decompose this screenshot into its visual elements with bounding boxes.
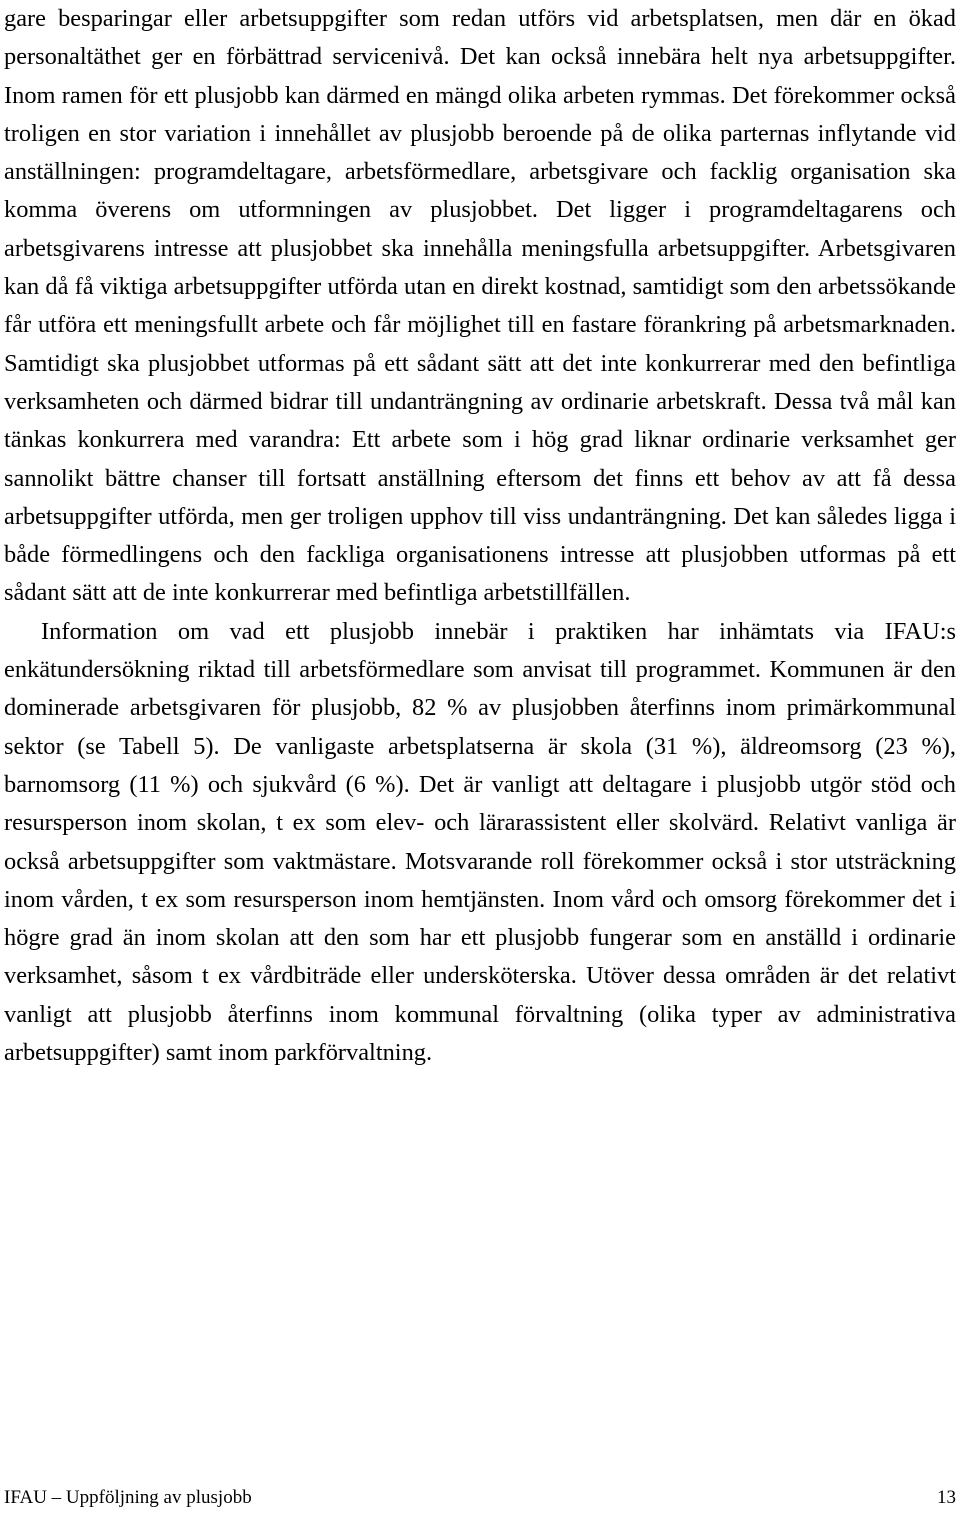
body-paragraph-1: gare besparingar eller arbetsuppgifter som redan utförs vid arbetsplatsen, men där en ökad personaltäthet ger en förbättrad servicenivå. Det kan också innebära helt nya arbetsuppgifter. Inom ramen för ett plusjobb kan därmed en mängd olika arbeten rymmas. Det förekommer också troligen en stor variation i innehållet av plusjobb beroende på de olika parternas inflytande vid anställningen: programdeltagare, arbetsförmedlare, arbetsgivare och facklig organisation ska komma överens om utformningen av plusjobbet. Det ligger i programdeltagarens och arbetsgivarens intresse att plusjobbet ska innehålla meningsfulla arbetsuppgifter. Arbetsgivaren kan då få viktiga arbetsuppgifter utförda utan en direkt kostnad, samtidigt som den arbetssökande får utföra ett meningsfullt arbete och får möjlighet till en fastare förankring på arbetsmarknaden. Samtidigt ska plusjobbet utformas på ett sådant sätt att det inte konkurrerar med den befintliga verksamheten och därmed bidrar till undanträngning av ordinarie arbetskraft. Dessa två mål kan tänkas konkurrera med varandra: Ett arbete som i hög grad liknar ordinarie verksamhet ger sannolikt bättre chanser till fortsatt anställning eftersom det finns ett behov av att få dessa arbetsuppgifter utförda, men ger troligen upphov till viss undanträngning. Det kan således ligga i både förmedlingens och den fackliga organisationens intresse att plusjobben utformas på ett sådant sätt att de inte konkurrerar med befintliga arbetstillfällen.	[4, 5, 956, 607]
page-number: 13	[937, 1487, 956, 1508]
body-paragraph-2: Information om vad ett plusjobb innebär i praktiken har inhämtats via IFAU:s enkätundersökning riktad till arbetsförmedlare som anvisat till programmet. Kommunen är den dominerade arbetsgivaren för plusjobb, 82 % av plusjobben återfinns inom primärkommunal sektor (se Tabell 5). De vanligaste arbetsplatserna är skola (31 %), äldreomsorg (23 %), barnomsorg (11 %) och sjukvård (6 %). Det är vanligt att deltagare i plusjobb utgör stöd och resursperson inom skolan, t ex som elev- och lärarassistent eller skolvärd. Relativt vanliga är också arbetsuppgifter som vaktmästare. Motsvarande roll förekommer också i stor utsträckning inom vården, t ex som resursperson inom hemtjänsten. Inom vård och omsorg förekommer det i högre grad än inom skolan att den som har ett plusjobb fungerar som en anställd i ordinarie verksamhet, såsom t ex vårdbiträde eller undersköterska. Utöver dessa områden är det relativt vanligt att plusjobb återfinns inom kommunal förvaltning (olika typer av administrativa arbetsuppgifter) samt inom parkförvaltning.	[4, 617, 956, 1067]
page-body	[4, 0, 956, 1072]
footer-title: IFAU – Uppföljning av plusjobb	[4, 1487, 252, 1508]
page-footer	[4, 1486, 956, 1510]
